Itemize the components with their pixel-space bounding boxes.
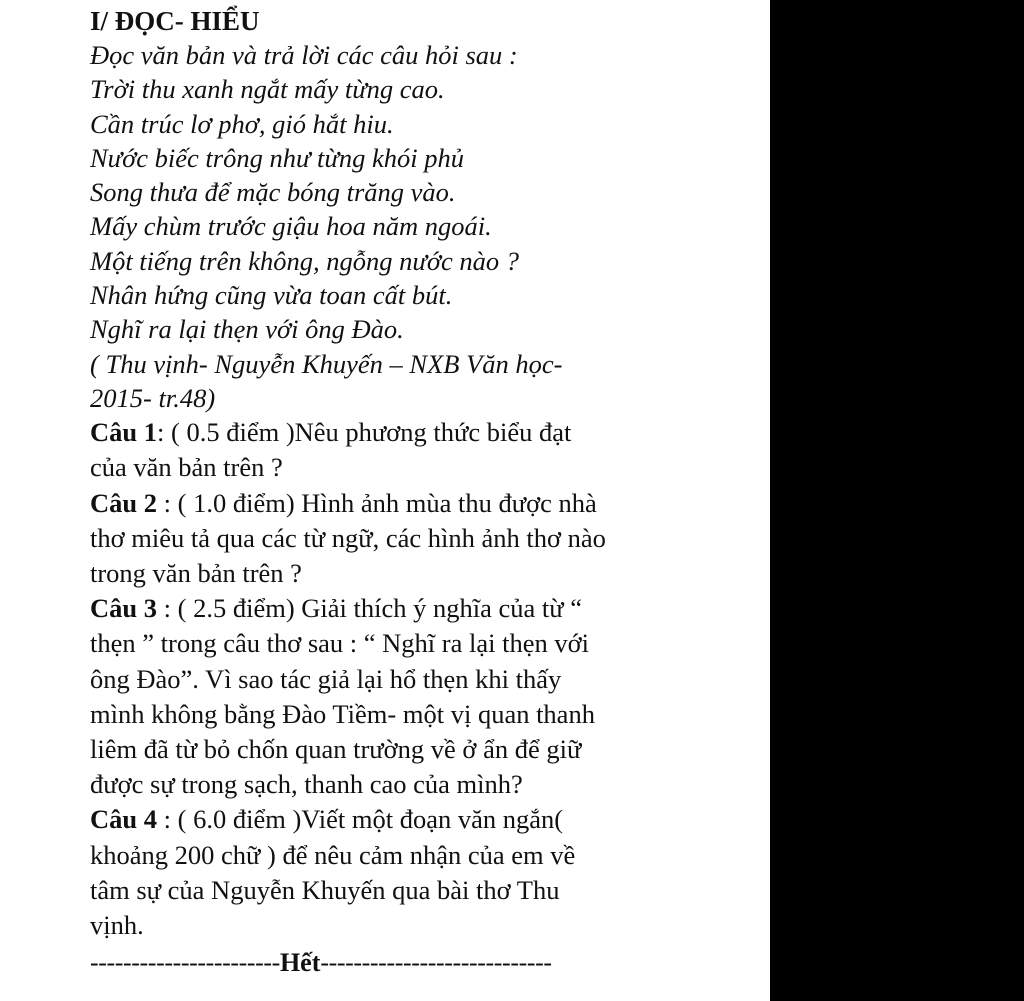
section-heading: I/ ĐỌC- HIỂU <box>90 6 260 36</box>
poem-line: Song thưa để mặc bóng trăng vào. <box>90 177 456 208</box>
end-dashes-left: ----------------------- <box>90 948 280 978</box>
question-label: Câu 1 <box>90 417 158 448</box>
document-content <box>90 4 760 981</box>
question-line: thẹn ” trong câu thơ sau : “ Nghĩ ra lại thẹn với <box>90 628 589 659</box>
poem-line: Cần trúc lơ phơ, gió hắt hiu. <box>90 108 394 139</box>
poem-line: Một tiếng trên không, ngỗng nước nào ? <box>90 245 519 276</box>
question-label: Câu 4 <box>90 804 158 835</box>
question-line: vịnh. <box>90 909 144 940</box>
question-line: ông Đào”. Vì sao tác giả lại hổ thẹn khi thấy <box>90 663 562 694</box>
source-line: ( Thu vịnh- Nguyễn Khuyến – NXB Văn học- <box>90 348 563 379</box>
poem <box>90 72 760 346</box>
question-line <box>90 802 760 837</box>
question-3 <box>90 591 760 802</box>
question-line: trong văn bản trên ? <box>90 558 302 589</box>
source-line: 2015- tr.48) <box>90 382 216 413</box>
poem-line: Mấy chùm trước giậu hoa năm ngoái. <box>90 211 492 242</box>
instruction-line: Đọc văn bản và trả lời các câu hỏi sau : <box>90 40 518 70</box>
black-margin <box>770 0 1024 1001</box>
question-2 <box>90 486 760 592</box>
question-line: khoảng 200 chữ ) để nêu cảm nhận của em về <box>90 839 576 870</box>
question-text: : ( 2.5 điểm) Giải thích ý nghĩa của từ “ <box>157 593 583 624</box>
end-label: Hết <box>279 948 321 978</box>
question-text: : ( 0.5 điểm )Nêu phương thức biểu đạt <box>157 417 572 448</box>
question-text: : ( 1.0 điểm) Hình ảnh mùa thu được nhà <box>157 487 597 518</box>
source-citation <box>90 347 760 416</box>
end-dashes-right: ---------------------------- <box>320 948 552 978</box>
question-line: mình không bằng Đào Tiềm- một vị quan thanh <box>90 698 595 729</box>
question-line <box>90 415 760 450</box>
question-line: của văn bản trên ? <box>90 452 283 483</box>
poem-line: Nước biếc trông như từng khói phủ <box>90 142 464 173</box>
question-line: thơ miêu tả qua các từ ngữ, các hình ảnh thơ nào <box>90 522 606 553</box>
end-marker <box>90 945 760 981</box>
poem-line: Trời thu xanh ngắt mấy từng cao. <box>90 74 445 105</box>
question-line: được sự trong sạch, thanh cao của mình? <box>90 769 523 800</box>
poem-line: Nhân hứng cũng vừa toan cất bút. <box>90 280 453 311</box>
question-text: : ( 6.0 điểm )Viết một đoạn văn ngắn( <box>157 804 564 835</box>
question-4 <box>90 802 760 943</box>
question-line: tâm sự của Nguyễn Khuyến qua bài thơ Thu <box>90 874 560 905</box>
question-line <box>90 486 760 521</box>
question-line <box>90 591 760 626</box>
question-label: Câu 2 <box>90 487 158 518</box>
poem-line: Nghĩ ra lại thẹn với ông Đào. <box>90 314 404 345</box>
question-line: liêm đã từ bỏ chốn quan trường về ở ẩn để giữ <box>90 733 582 764</box>
question-label: Câu 3 <box>90 593 158 624</box>
question-1 <box>90 415 760 485</box>
